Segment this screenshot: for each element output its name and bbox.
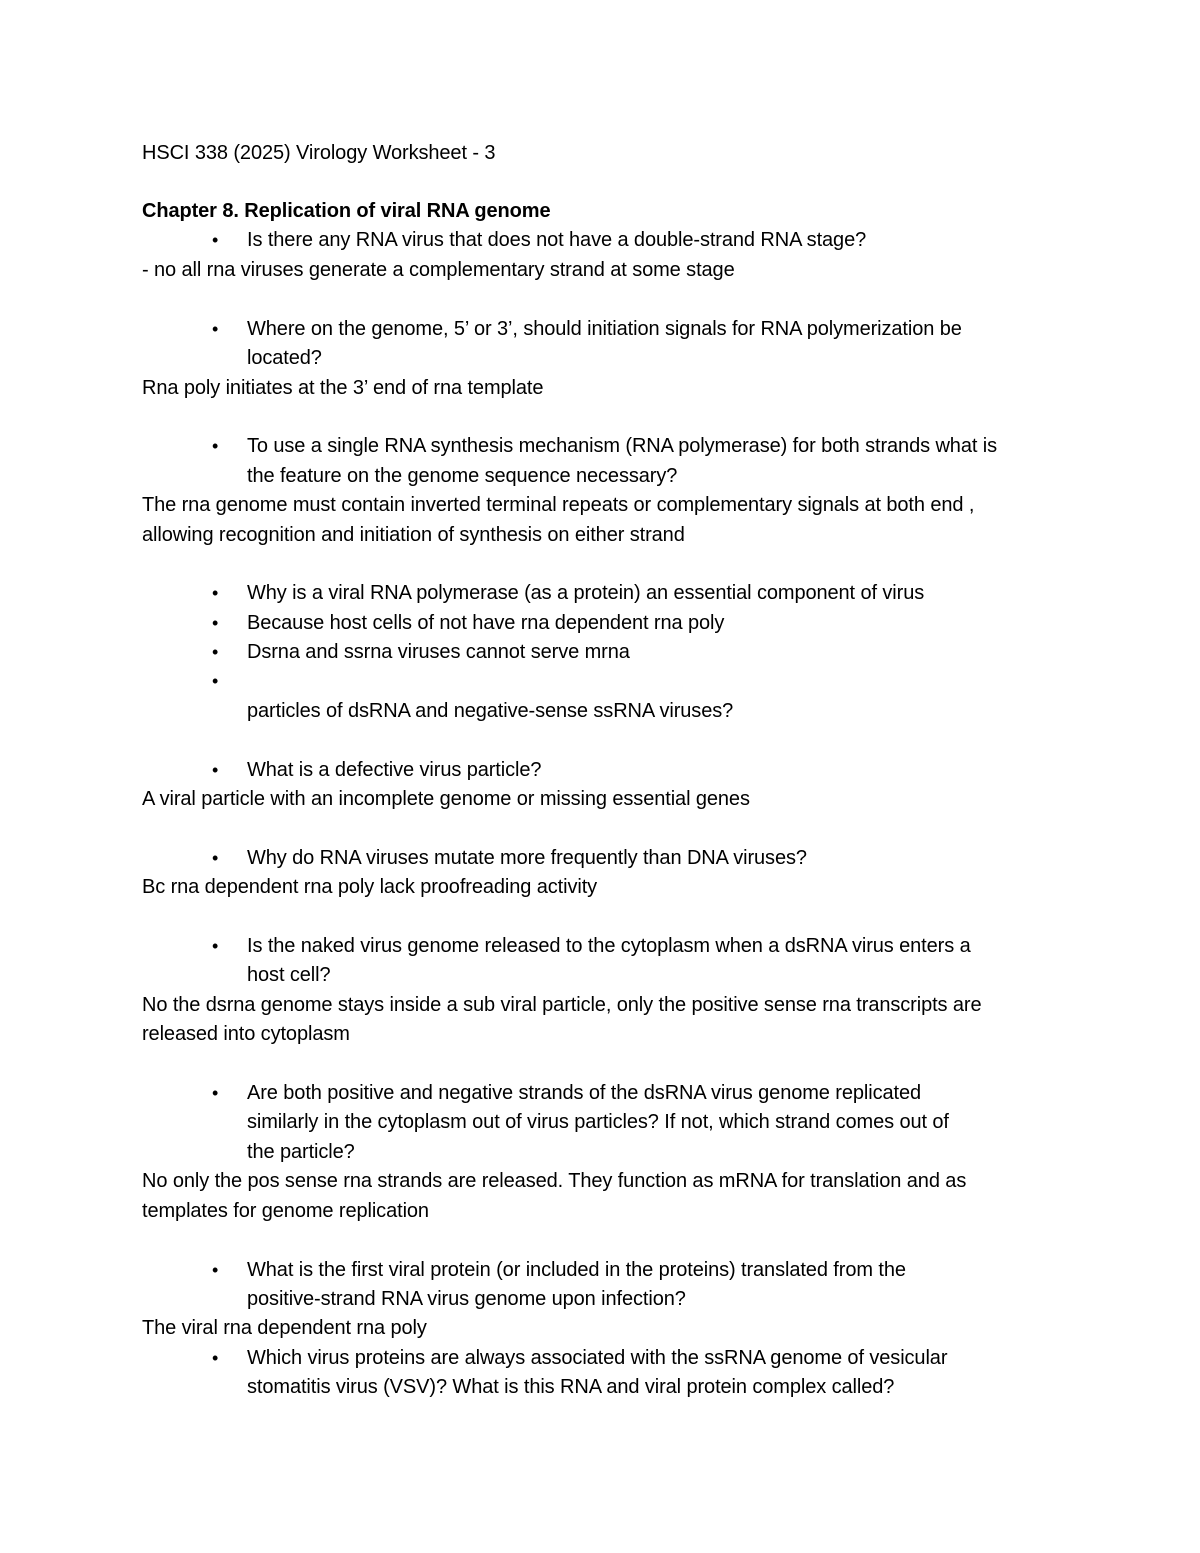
bullet-icon: • [212, 1083, 219, 1103]
bullet-icon: • [212, 1348, 219, 1368]
question-9-line-1: What is the first viral protein (or included in the proteins) translated from the [247, 1259, 906, 1281]
question-10-line-2: stomatitis virus (VSV)? What is this RNA and viral protein complex called? [247, 1376, 895, 1398]
answer-8-line-1: No only the pos sense rna strands are released. They function as mRNA for translation and as [142, 1170, 967, 1192]
question-2-line-1: Where on the genome, 5’ or 3’, should initiation signals for RNA polymerization be [247, 318, 962, 340]
question-2-line-2: located? [247, 347, 322, 369]
question-7-line-2: host cell? [247, 964, 331, 986]
bullet-icon: • [212, 671, 219, 691]
question-3-line-2: the feature on the genome sequence necessary? [247, 465, 678, 487]
chapter-heading: Chapter 8. Replication of viral RNA genome [142, 200, 551, 222]
question-3-line-1: To use a single RNA synthesis mechanism (RNA polymerase) for both strands what is [247, 435, 997, 457]
question-1: Is there any RNA virus that does not have a double-strand RNA stage? [247, 229, 867, 251]
answer-3-line-1: The rna genome must contain inverted terminal repeats or complementary signals at both end , [142, 494, 975, 516]
question-6: Why do RNA viruses mutate more frequently than DNA viruses? [247, 847, 807, 869]
question-8-line-3: the particle? [247, 1141, 355, 1163]
answer-8-line-2: templates for genome replication [142, 1200, 429, 1222]
answer-7-line-2: released into cytoplasm [142, 1023, 350, 1045]
answer-6: Bc rna dependent rna poly lack proofreading activity [142, 876, 598, 898]
bullet-icon: • [212, 642, 219, 662]
bullet-icon: • [212, 436, 219, 456]
bullet-icon: • [212, 230, 219, 250]
question-9-line-2: positive-strand RNA virus genome upon infection? [247, 1288, 686, 1310]
question-4-line-1: Why is a viral RNA polymerase (as a protein) an essential component of virus [247, 582, 925, 604]
bullet-icon: • [212, 760, 219, 780]
answer-9: The viral rna dependent rna poly [142, 1317, 427, 1339]
bullet-icon: • [212, 583, 219, 603]
question-8-line-1: Are both positive and negative strands of the dsRNA virus genome replicated [247, 1082, 922, 1104]
bullet-icon: • [212, 1260, 219, 1280]
answer-5: A viral particle with an incomplete genome or missing essential genes [142, 788, 750, 810]
bullet-icon: • [212, 319, 219, 339]
answer-4-point-2: Dsrna and ssrna viruses cannot serve mrna [247, 641, 630, 663]
question-8-line-2: similarly in the cytoplasm out of virus particles? If not, which strand comes out of [247, 1111, 949, 1133]
question-10-line-1: Which virus proteins are always associated with the ssRNA genome of vesicular [247, 1347, 948, 1369]
bullet-icon: • [212, 936, 219, 956]
answer-4-point-1: Because host cells of not have rna dependent rna poly [247, 612, 725, 634]
answer-2: Rna poly initiates at the 3’ end of rna template [142, 377, 544, 399]
answer-1: - no all rna viruses generate a complementary strand at some stage [142, 259, 735, 281]
document-title: HSCI 338 (2025) Virology Worksheet - 3 [142, 142, 496, 164]
question-4-line-2: particles of dsRNA and negative-sense ssRNA viruses? [247, 700, 734, 722]
bullet-icon: • [212, 613, 219, 633]
question-7-line-1: Is the naked virus genome released to the cytoplasm when a dsRNA virus enters a [247, 935, 971, 957]
question-5: What is a defective virus particle? [247, 759, 542, 781]
answer-3-line-2: allowing recognition and initiation of synthesis on either strand [142, 524, 685, 546]
bullet-icon: • [212, 848, 219, 868]
answer-7-line-1: No the dsrna genome stays inside a sub viral particle, only the positive sense rna transcripts are [142, 994, 982, 1016]
